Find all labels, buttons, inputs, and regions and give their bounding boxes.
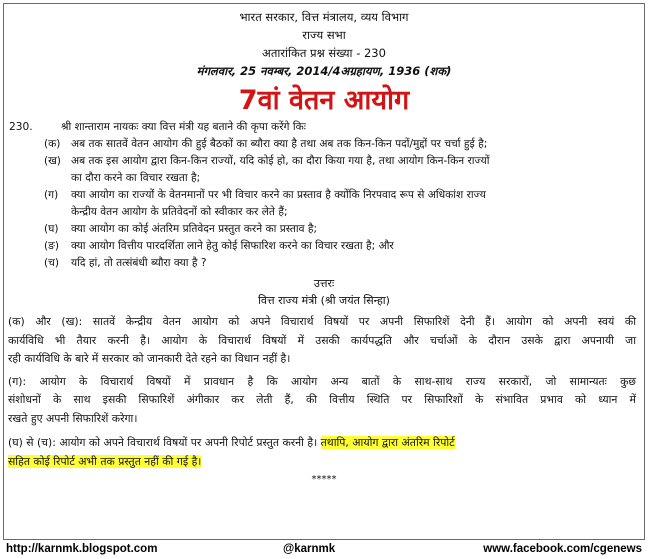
item-text: अब तक सातवें वेतन आयोग की हुई बैठकों का ब्यौरा क्या है तथा अब तक किन-किन पदों/मुद्दों पर चर्चा हुई है; xyxy=(71,138,488,150)
item-label: (ङ) xyxy=(44,240,60,252)
question-item xyxy=(4,136,644,153)
item-label: (ख) xyxy=(44,155,61,167)
answer-heading: उत्तरः xyxy=(313,277,335,290)
item-label: (च) xyxy=(44,257,59,269)
question-intro: श्री शान्ताराम नायकः क्या वित्त मंत्री यह बताने की कृपा करेंगे किः xyxy=(61,121,306,133)
item-label: (घ) xyxy=(44,223,59,235)
answer-heading-block xyxy=(4,275,644,309)
item-text: क्या आयोग वित्तीय पारदर्शिता लाने हेतु कोई सिफारिश करने का विचार रखता है; और xyxy=(71,240,394,252)
question-number-line: अतारांकित प्रश्न संख्या - 230 xyxy=(262,46,386,60)
answer-paragraph-1 xyxy=(4,313,644,369)
paragraph-line: रखते हुए अपनी सिफारिशें करेगा। xyxy=(8,411,138,425)
facebook-link[interactable]: www.facebook.com/cgenews xyxy=(483,543,642,555)
paragraph-line: रही कार्यविधि के बारे में सरकार को जानकारी देते रहने का विधान नहीं है। xyxy=(8,352,291,365)
question-item xyxy=(4,238,644,255)
end-marker: ***** xyxy=(311,474,337,485)
document-frame xyxy=(3,3,645,540)
blog-link[interactable]: http://karnmk.blogspot.com xyxy=(6,543,158,555)
paragraph-line xyxy=(8,434,636,453)
paragraph-line: संशोधनों के साथ इसकी सिफारिशें अंगीकार कर लेती हैं, की वित्तीय स्थिति पर सिफारिशों के संभावित प्रभाव को ध्यान में xyxy=(8,393,637,406)
question-item xyxy=(4,153,644,187)
date-line: मंगलवार, 25 नवम्बर, 2014/4अग्रहायण, 1936 (शक) xyxy=(196,64,452,78)
question-block xyxy=(4,119,644,272)
paragraph-line xyxy=(8,453,636,472)
item-label: (क) xyxy=(44,138,61,150)
paragraph-line: (ग): आयोग के विचारार्थ विषयों में प्रावधान है कि आयोग अन्य बातों के साथ-साथ राज्य सरकारों, जो सामान्यतः कुछ xyxy=(8,374,636,388)
item-text: क्या आयोग का राज्यों के वेतनमानों पर भी विचार करने का प्रस्ताव है क्योंकि निरपवाद रूप से अधिकांश राज्य xyxy=(71,189,486,201)
question-number: 230. xyxy=(9,121,33,133)
item-text: अब तक इस आयोग द्वारा किन-किन राज्यों, यदि कोई हो, का दौरा किया गया है, तथा आयोग किन-किन राज्यों xyxy=(71,155,490,167)
answer-paragraph-2 xyxy=(4,373,644,429)
item-text: यदि हां, तो तत्संबंधी ब्यौरा क्या है ? xyxy=(71,257,207,269)
answer-paragraph-3 xyxy=(4,434,644,471)
document-header xyxy=(4,8,644,80)
question-item xyxy=(4,221,644,238)
paragraph-line: (क) और (ख): सातवें केन्द्रीय वेतन आयोग को अपने विचारार्थ विषयों पर अपनी सिफारिशें देनी हैं। आयोग को अपनी स्वयं की xyxy=(8,315,636,328)
footer-bar xyxy=(0,540,650,559)
item-text-continued: का दौरा करने का विचार रखता है; xyxy=(71,172,201,184)
item-label: (ग) xyxy=(44,189,59,201)
minister-name: वित्त राज्य मंत्री (श्री जयंत सिन्हा) xyxy=(258,294,390,307)
highlighted-text: तथापि, आयोग द्वारा अंतरिम रिपोर्ट xyxy=(320,436,455,449)
ministry-line: भारत सरकार, वित्त मंत्रालय, व्यय विभाग xyxy=(239,10,409,24)
question-item xyxy=(4,255,644,272)
question-item xyxy=(4,187,644,221)
item-text-continued: केन्द्रीय वेतन आयोग के प्रतिवेदनों को स्वीकार कर लेते हैं; xyxy=(71,206,288,218)
house-line: राज्य सभा xyxy=(302,28,346,42)
page-title: 7वां वेतन आयोग xyxy=(238,85,410,116)
paragraph-text: (घ) से (च): आयोग को अपने विचारार्थ विषयों पर अपनी रिपोर्ट प्रस्तुत करनी है। xyxy=(8,436,321,449)
highlighted-text: सहित कोई रिपोर्ट अभी तक प्रस्तुत नहीं की गई है। xyxy=(8,454,202,468)
paragraph-line: कार्यविधि भी तैयार करनी है। आयोग के विचारार्थ विषयों में उसकी कार्यपद्धति और चर्चाओं के दौरान उसके द्वारा अपनायी जा xyxy=(8,333,636,347)
item-text: क्या आयोग का कोई अंतरिम प्रतिवेदन प्रस्तुत करने का प्रस्ताव है; xyxy=(71,223,318,235)
twitter-handle[interactable]: @karnmk xyxy=(283,543,336,555)
